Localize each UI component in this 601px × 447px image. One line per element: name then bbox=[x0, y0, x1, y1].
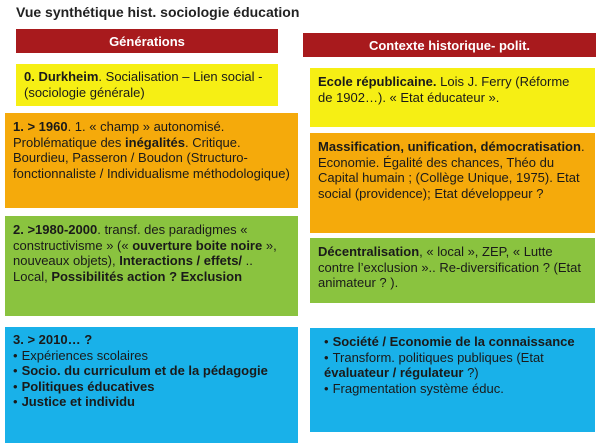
list-item: • Socio. du curriculum et de la pédagogie bbox=[13, 363, 290, 379]
ctx1-text: . Economie. Égalité des chances, Théo du Capital humain ; (Collège Unique, 1975). Etat social (providence); Etat développeur ? bbox=[318, 139, 585, 201]
generations-header: Générations bbox=[16, 29, 278, 53]
context-0-box bbox=[310, 68, 595, 127]
list-item: • Politiques éducatives bbox=[13, 379, 290, 395]
gen1-heading: 1. > 1960 bbox=[13, 119, 68, 134]
list-item: • Fragmentation système éduc. bbox=[324, 381, 587, 397]
ctx2-text: , « local », ZEP, « Lutte contre l’exclusion ».. Re-diversification ? (Etat animateur ? ). bbox=[318, 244, 582, 290]
gen2-boite-noire: ouverture boite noire bbox=[132, 237, 263, 253]
ctx2-heading: Décentralisation bbox=[318, 244, 420, 259]
gen0-text: . Socialisation – Lien social - (sociologie générale) bbox=[24, 69, 263, 100]
generation-0-box bbox=[16, 64, 278, 106]
page-title: Vue synthétique hist. sociologie éducation bbox=[16, 4, 300, 20]
gen3-list bbox=[13, 348, 290, 410]
list-item: • Expériences scolaires bbox=[13, 348, 290, 364]
context-2-box bbox=[310, 238, 595, 303]
gen1-text-1: . 1. « champ » autonomisé. Problématique des bbox=[13, 119, 225, 150]
gen3-heading: 3. > 2010… ? bbox=[13, 332, 93, 347]
list-item: • Société / Economie de la connaissance bbox=[324, 334, 587, 350]
list-item: • Justice et individu bbox=[13, 394, 290, 410]
ctx1-heading: Massification, unification, démocratisation bbox=[318, 139, 581, 154]
generation-3-box bbox=[5, 327, 298, 443]
ctx3-list bbox=[324, 334, 587, 396]
contexte-header: Contexte historique- polit. bbox=[303, 33, 596, 57]
ctx0-heading: Ecole républicaine. bbox=[318, 74, 437, 89]
gen1-text-2: . Critique. Bourdieu, Passeron / Boudon (Structuro-fonctionnaliste / Individualisme méthodologique) bbox=[13, 134, 290, 181]
gen1-inegalites: inégalités bbox=[125, 134, 185, 150]
gen2-text-2: », nouveaux objets), bbox=[13, 237, 277, 268]
gen2-interactions: Interactions / effets/ bbox=[119, 253, 243, 268]
gen2-possibilites: Possibilités action ? Exclusion bbox=[51, 268, 243, 284]
context-1-box bbox=[310, 133, 595, 233]
gen0-heading: 0. Durkheim bbox=[24, 69, 99, 84]
list-item: • Transform. politiques publiques (Etat évaluateur / régulateur ?) bbox=[324, 350, 587, 381]
generation-1-box bbox=[5, 113, 298, 208]
ctx0-text: Lois J. Ferry (Réforme de 1902…). « Etat éducateur ». bbox=[318, 74, 570, 105]
context-3-box bbox=[310, 328, 595, 432]
gen2-text-1: . transf. des paradigmes « constructivisme » (« bbox=[13, 222, 248, 253]
generation-2-box bbox=[5, 216, 298, 316]
gen2-heading: 2. >1980-2000 bbox=[13, 222, 98, 237]
gen2-text-3: .. Local, bbox=[13, 253, 253, 284]
